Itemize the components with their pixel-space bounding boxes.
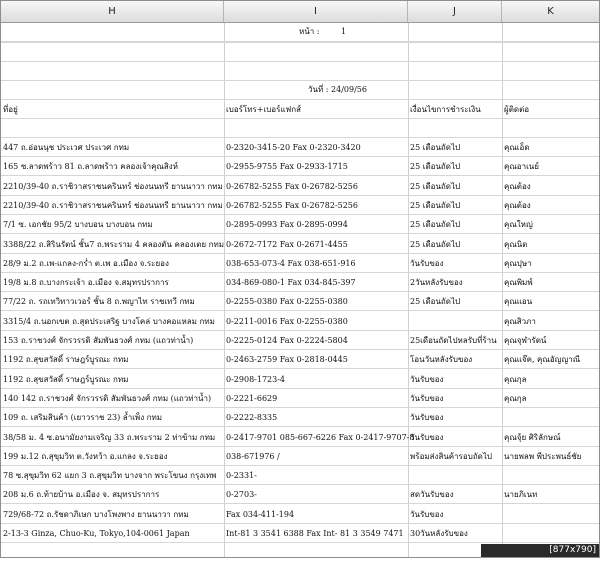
column-header-h[interactable]: H [1,1,224,22]
cell-contact[interactable]: คุณแจ๊ค, คุณอัญญาณี [504,355,581,365]
grid-row-empty [1,62,599,81]
table-row [1,138,599,157]
header-payment[interactable]: เงื่อนไขการชำระเงิน [410,105,481,114]
table-row [1,447,599,466]
cell-address[interactable]: 1192 ถ.สุขสวัสดิ์ ราษฎร์บูรณะ กทม [3,355,129,365]
grid-row-empty [1,119,599,138]
cell-contact[interactable]: คุณต้อง [504,181,531,191]
header-address[interactable]: ที่อยู่ [3,105,18,114]
cell-phone[interactable]: 0-2225-0124 Fax 0-2224-5804 [226,336,348,345]
cell-contact[interactable]: คุณกุล [504,374,527,384]
cell-phone[interactable]: 0-26782-5255 Fax 0-26782-5256 [226,181,358,191]
cell-contact[interactable] [502,466,599,484]
page-row [1,23,599,43]
header-phone[interactable]: เบอร์โทร+เบอร์แฟกส์ [226,105,301,114]
cell-payment[interactable]: สดวันรับของ [410,490,454,500]
cell-payment[interactable] [408,312,502,330]
cell-contact[interactable]: คุณเอ็ด [504,143,530,152]
cell-contact[interactable] [502,505,599,523]
cell-contact[interactable]: คุณกุล [504,393,527,403]
table-row [1,505,599,524]
image-host-watermark: [877x790] http://upic.me/ [481,544,599,557]
column-header-i[interactable]: I [224,1,408,22]
cell-contact[interactable]: คุณต้อง [504,200,531,210]
cell-address[interactable]: 3315/4 ถ.นอกเขต ถ.สุดประเสริฐ บางโคล่ บางคอแหลม กทม [3,316,215,326]
cell-contact[interactable]: คุณจุ้ย ศิริลักษณ์ [504,432,561,442]
cell-payment[interactable]: 2วันหลังรับของ [410,278,463,288]
cell-grid [1,23,599,557]
cell-phone[interactable]: 0-2895-0993 Fax 0-2895-0994 [226,220,348,230]
table-row [1,196,599,215]
cell-phone[interactable]: 038-671976 / [226,451,280,461]
table-row [1,273,599,292]
cell-phone[interactable]: 0-2331- [226,471,257,481]
table-row [1,485,599,504]
cell-payment[interactable]: 30วันหลังรับของ [410,529,468,538]
table-row [1,292,599,311]
cell-payment[interactable]: วันรับของ [410,258,444,268]
cell-payment[interactable]: วันรับของ [410,393,444,403]
cell-address[interactable]: 2-13-3 Ginza, Chuo-Ku, Tokyo,104-0061 Japan [3,529,190,538]
date-row [1,81,599,100]
cell-address[interactable]: 2210/39-40 ถ.ราชิวาสราชนครินทร์ ช่องนนทรี ยานนาวา กทม [3,181,223,191]
cell-address[interactable]: 77/22 ถ. รถเทวิทาวเวอร์ ชั้น 8 ถ.พญาไท ราชเทวี กทม [3,297,195,307]
cell-payment[interactable]: 25 เดือนถัดไป [410,162,461,172]
table-row [1,235,599,254]
cell-contact[interactable]: นายภิเนท [504,490,538,500]
cell-address[interactable]: 7/1 ซ. เอกชัย 95/2 บางบอน บางบอน กทม [3,220,153,230]
cell-contact[interactable]: คุณสิวภา [504,316,536,326]
table-row [1,428,599,447]
cell-payment[interactable]: วันรับของ [410,509,444,519]
table-row [1,524,599,543]
cell-contact[interactable]: นายพลพ พีประพนธ์ชัย [504,451,582,461]
cell-payment[interactable]: วันรับของ [410,374,444,384]
table-row [1,157,599,176]
cell-contact[interactable] [502,524,599,542]
cell-address[interactable]: 140 142 ถ.ราชวงศ์ จักรวรรดิ สัมพันธวงศ์ กทม (แถวท่าน้ำ) [3,393,212,403]
cell-address[interactable]: 78 ซ.สุขุมวิท 62 แยก 3 ถ.สุขุมวิท บางจาก พระโขนง กรุงเทพ [3,471,217,481]
cell-payment[interactable]: วันรับของ [410,413,444,423]
table-row [1,254,599,273]
cell-payment[interactable]: 25 เดือนถัดไป [410,239,461,249]
report-date: วันที่ : 24/09/56 [308,85,367,94]
cell-payment[interactable]: 25 เดือนถัดไป [410,220,461,230]
cell-phone[interactable]: 034-869-080-1 Fax 034-845-397 [226,278,356,288]
cell-phone[interactable]: 0-2463-2759 Fax 0-2818-0445 [226,355,348,365]
cell-payment[interactable]: 25 เดือนถัดไป [410,297,461,307]
cell-address[interactable]: 729/68-72 ถ.รัชดาภิเษก บางโพงพาง ยานนาวา กทม [3,509,189,519]
table-row [1,312,599,331]
cell-phone[interactable]: 0-2955-9755 Fax 0-2933-1715 [226,162,348,172]
cell-address[interactable]: 109 ถ. เสริมสินค้า (เยาวราช 23) ล้ำเพ็ง กทม [3,413,163,423]
cell-address[interactable]: 165 ซ.ลาดพร้าว 81 ถ.ลาดพร้าว คลองเจ้าคุณสิงห์ [3,162,178,172]
cell-contact[interactable]: คุณจุฬารัตน์ [504,336,547,345]
cell-address[interactable]: 1192 ถ.สุขสวัสดิ์ ราษฎร์บูรณะ กทม [3,374,129,384]
cell-payment[interactable]: 25 เดือนถัดไป [410,181,461,191]
cell-address[interactable]: 28/9 ม.2 ถ.เพ-แกลง-กร่ำ ต.เพ อ.เมือง จ.ระยอง [3,258,169,268]
cell-address[interactable]: 19/8 ม.8 ถ.บางกระเจ้า อ.เมือง จ.สมุทรปราการ [3,278,169,288]
cell-phone[interactable]: Int-81 3 3541 6388 Fax Int- 81 3 3549 7471 [226,529,404,538]
cell-contact[interactable] [502,408,599,426]
cell-payment[interactable]: 25 เดือนถัดไป [410,143,461,152]
cell-payment[interactable] [408,466,502,484]
cell-address[interactable]: 38/58 ม. 4 ซ.อนามัยงามเจริญ 33 ถ.พระราม 2 ท่าข้าม กทม [3,432,216,442]
table-row [1,350,599,369]
cell-contact[interactable]: คุณใหญ่ [504,220,533,230]
header-contact[interactable]: ผู้ติดต่อ [504,105,530,114]
cell-phone[interactable]: Fax 034-411-194 [226,509,295,519]
cell-phone[interactable]: 0-2320-3415-20 Fax 0-2320-3420 [226,143,361,152]
table-row [1,177,599,196]
table-row [1,331,599,350]
table-row [1,389,599,408]
page-number-label: หน้า : [299,27,320,36]
cell-contact[interactable]: คุณปุษา [504,258,532,268]
cell-phone[interactable]: 038-653-073-4 Fax 038-651-916 [226,258,356,268]
cell-contact[interactable]: คุณอาเนย์ [504,162,539,172]
cell-address[interactable]: 208 ม.6 ถ.ท้ายบ้าน อ.เมือง จ. สมุทรปราการ [3,490,160,500]
cell-phone[interactable]: 0-2417-9701 085-667-6226 Fax 0-2417-9707-8 [226,432,415,442]
cell-payment[interactable]: วันรับของ [410,432,444,442]
cell-payment[interactable]: 25 เดือนถัดไป [410,200,461,210]
cell-phone[interactable]: 0-2222-8335 [226,413,278,423]
cell-payment[interactable]: โอนวันหลังรับของ [410,355,473,365]
cell-phone[interactable]: 0-2908-1723-4 [226,374,286,384]
cell-address[interactable]: 2210/39-40 ถ.ราชิวาสราชนครินทร์ ช่องนนทรี ยานนาวา กทม [3,200,223,210]
header-row [1,100,599,119]
column-header-j[interactable]: J [408,1,502,22]
cell-phone[interactable]: 0-26782-5255 Fax 0-26782-5256 [226,200,358,210]
cell-payment[interactable]: พร้อมส่งสินค้ารอบถัดไป [410,451,492,461]
table-row [1,408,599,427]
cell-contact[interactable]: คุณแอน [504,297,533,307]
cell-phone[interactable]: 0-2221-6629 [226,393,278,403]
cell-address[interactable]: 3388/22 ถ.สิรินรัตน์ ชั้น7 ถ.พระราม 4 คลองตัน คลองเตย กทม [3,239,225,249]
table-row [1,466,599,485]
cell-phone[interactable]: 0-2211-0016 Fax 0-2255-0380 [226,316,348,326]
table-row [1,215,599,234]
column-header-bar [1,1,599,23]
table-row [1,370,599,389]
cell-address[interactable]: 153 ถ.ราชวงศ์ จักรวรรดิ สัมพันธวงศ์ กทม (แถวท่าน้ำ) [3,336,194,345]
grid-row-empty [1,43,599,62]
cell-phone[interactable]: 0-2255-0380 Fax 0-2255-0380 [226,297,348,307]
cell-phone[interactable]: 0-2672-7172 Fax 0-2671-4455 [226,239,348,249]
cell-address[interactable]: 199 ม.12 ถ.สุขุมวิท ต.วังหว้า อ.แกลง จ.ระยอง [3,451,168,461]
cell-address[interactable]: 447 ถ.อ่อนนุช ประเวศ ประเวศ กทม [3,143,130,152]
column-header-k[interactable]: K [547,6,554,17]
page-number-value: 1 [341,27,347,36]
cell-contact[interactable]: คุณพิมพ์ [504,278,533,288]
cell-phone[interactable]: 0-2703- [226,490,257,500]
cell-contact[interactable]: คุณนิด [504,239,528,249]
cell-payment[interactable]: 25เดือนถัดไปหลรับที่ร้าน [410,336,497,345]
